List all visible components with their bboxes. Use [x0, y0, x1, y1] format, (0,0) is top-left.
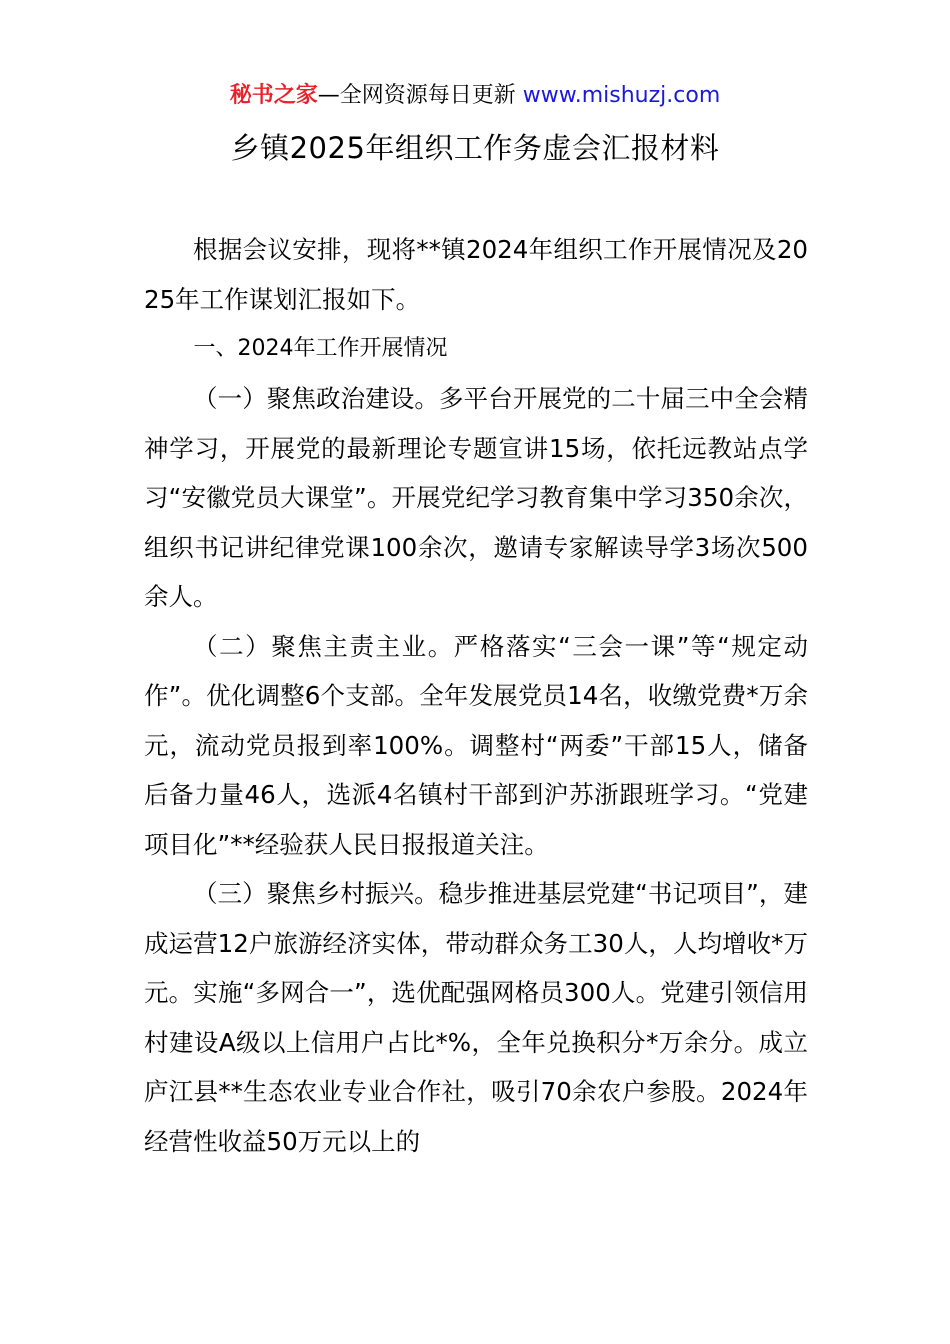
brand-name: 秘书之家: [229, 83, 318, 108]
paragraph-rural-revitalization: （三）聚焦乡村振兴。稳步推进基层党建“书记项目”，建成运营12户旅游经济实体，带动群众务工30人，人均增收*万元。实施“多网合一”，选优配强网格员300人。党建引领信用村建设A级以上信用户占比*%，全年兑换积分*万余分。成立庐江县**生态农业专业合作社，吸引70余农户参股。2024年经营性收益50万元以上的: [144, 879, 808, 1156]
document-body: [144, 225, 808, 1166]
paragraph-political-building: （一）聚焦政治建设。多平台开展党的二十届三中全会精神学习，开展党的最新理论专题宣讲15场，依托远教站点学习“安徽党员大课堂”。开展党纪学习教育集中学习350余次，组织书记讲纪律党课100余次，邀请专家解读导学3场次500余人。: [144, 384, 808, 611]
document-title: 乡镇2025年组织工作务虚会汇报材料: [230, 131, 720, 165]
paragraph-main-responsibility: （二）聚焦主责主业。严格落实“三会一课”等“规定动作”。优化调整6个支部。全年发展党员14名，收缴党费*万余元，流动党员报到率100%。调整村“两委”干部15人，储备后备力量46人，选派4名镇村干部到沪苏浙跟班学习。“党建项目化”**经验获人民日报报道关注。: [144, 631, 808, 859]
site-url-link[interactable]: www.mishuzj.com: [522, 83, 721, 108]
section-heading: 一、2024年工作开展情况: [193, 336, 448, 361]
header-tagline: —全网资源每日更新: [317, 83, 516, 108]
site-header: [0, 80, 950, 112]
intro-paragraph: 根据会议安排，现将**镇2024年组织工作开展情况及2025年工作谋划汇报如下。: [144, 235, 808, 314]
